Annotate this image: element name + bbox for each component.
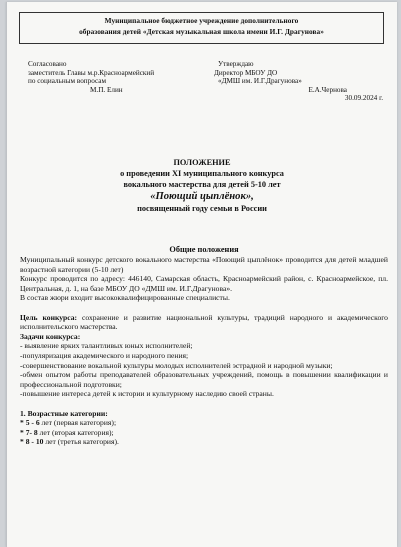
- categories-label: 1. Возрастные категории:: [20, 408, 108, 418]
- general-paragraph-1: Муниципальный конкурс детского вокального мастерства «Поющий цыплёнок» проводится для детей младшей возрастной категории (5-10 лет): [20, 255, 388, 274]
- category-age: * 7- 8: [20, 427, 40, 437]
- task-item: -повышение интереса детей к истории и культурному наследию своей страны.: [20, 389, 274, 399]
- task-item: -обмен опытом работы преподавателей образовательных учреждений, помощь в повышении квалификации и профессиональной подготовки;: [20, 370, 388, 389]
- approval-right-signatory: Е.А.Чернова: [308, 85, 347, 94]
- tasks-label: Задачи конкурса:: [20, 331, 81, 341]
- approval-left-line-1: Согласовано: [28, 60, 67, 68]
- category-age: * 8 - 10: [20, 437, 46, 447]
- approval-left-line-3: по социальным вопросам: [28, 77, 107, 86]
- approval-left-line-2: заместитель Главы м.р.Красноармейский: [28, 68, 155, 77]
- approval-right-line-1: Утверждаю: [218, 60, 254, 68]
- approval-right-block: [214, 60, 389, 103]
- institution-header: [19, 12, 384, 44]
- header-line-2: образования детей «Детская музыкальная школа имени И.Г. Драгунова»: [79, 27, 324, 36]
- document-body: [20, 245, 388, 447]
- goal-paragraph: [20, 313, 388, 332]
- category-text: лет (первая категория);: [41, 418, 117, 428]
- document-title: [7, 157, 397, 214]
- category-text: лет (третья категория).: [45, 437, 119, 447]
- category-item: [20, 437, 388, 447]
- approval-left-signatory: М.П. Елин: [90, 85, 123, 94]
- title-line-1: ПОЛОЖЕНИЕ: [173, 158, 231, 167]
- approval-right-line-3: «ДМШ им. И.Г.Драгунова»: [218, 77, 302, 86]
- title-line-5: посвященный году семьи в России: [137, 204, 267, 213]
- general-paragraph-2: Конкурс проводится по адресу: 446140, Самарская область, Красноармейский район, с. Красноармейское, пл. Центральная, д. 1, на базе МБОУ ДО «ДМШ им. И.Г.Драгунова».: [20, 274, 388, 293]
- goal-label: Цель конкурса:: [20, 312, 78, 322]
- section-heading-general: Общие положения: [169, 245, 239, 254]
- approval-left-block: [28, 60, 188, 94]
- title-line-3: вокального мастерства для детей 5-10 лет: [123, 180, 281, 189]
- category-item: [20, 428, 388, 438]
- task-item: - выявление ярких талантливых юных исполнителей;: [20, 341, 193, 351]
- category-text: лет (вторая категория);: [39, 427, 114, 437]
- task-item: -совершенствование вокальной культуры молодых исполнителей эстрадной и народной музыки;: [20, 360, 333, 370]
- category-item: [20, 418, 388, 428]
- task-item: -популяризация академического и народного пения;: [20, 350, 189, 360]
- approval-right-line-2: Директор МБОУ ДО: [214, 68, 278, 77]
- title-line-2: о проведении XI муниципального конкурса: [120, 169, 284, 178]
- header-line-1: Муниципальное бюджетное учреждение дополнительного: [104, 16, 299, 25]
- title-contest-name: «Поющий цыплёнок»,: [150, 191, 254, 202]
- general-paragraph-3: В состав жюри входит высококвалифицированные специалисты.: [20, 293, 230, 303]
- category-age: * 5 - 6: [20, 418, 42, 428]
- approval-right-date: 30.09.2024 г.: [344, 94, 383, 103]
- goal-text: сохранение и развитие национальной культуры, традиций народного и академического исполнительского мастерства.: [20, 312, 388, 332]
- document-page: [6, 2, 397, 547]
